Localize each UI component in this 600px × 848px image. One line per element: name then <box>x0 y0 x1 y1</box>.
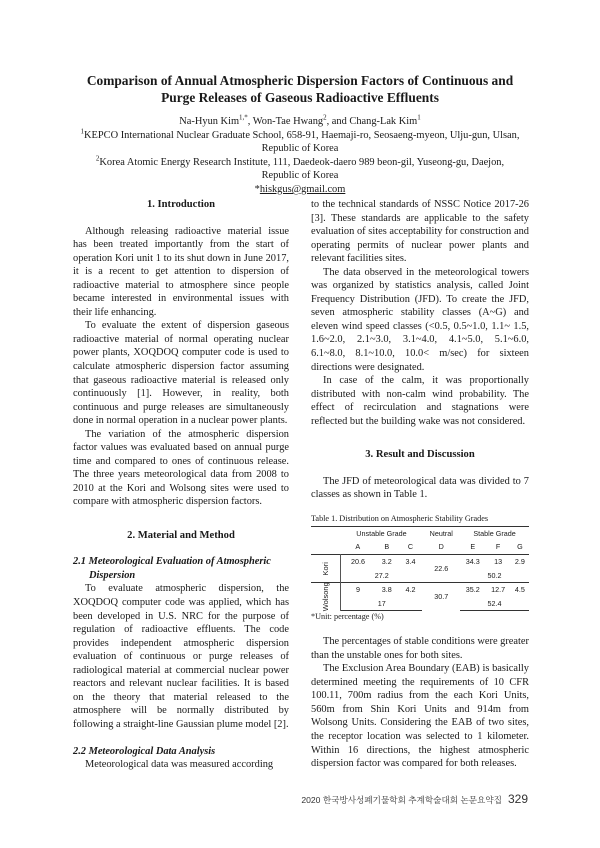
author-block <box>50 115 550 197</box>
subsection-heading-2-1: 2.1 Meteorological Evaluation of Atmospheric Dispersion <box>73 556 271 581</box>
class-c: C <box>407 542 414 552</box>
table-caption: Table 1. Distribution on Atmospheric Stability Grades <box>311 513 489 523</box>
page-number: 329 <box>507 792 528 806</box>
table-row-kori <box>311 554 529 568</box>
table-group-header <box>311 526 529 540</box>
class-g: G <box>517 542 523 552</box>
table-cell: 30.7 <box>422 583 460 611</box>
author-names: Na-Hyun Kim$^{1,*}$, Won-Tae Hwang$^2$, and Chang-Lak Kim$^1$ <box>179 113 421 127</box>
paragraph: In case of the calm, it was proportionally distributed with non-calm wind probability. The effect of recirculation and stagnations were reflected but the building wake was not considered. <box>311 375 529 427</box>
title-line-2: Purge Releases of Gaseous Radioactive Effluents <box>161 90 439 105</box>
table-cell: 27.2 <box>374 570 389 580</box>
table-cell: 2.9 <box>511 554 529 568</box>
right-column <box>311 198 529 771</box>
footer-proceedings-title: 2020 한국방사성폐기물학회 추계학술대회 논문요약집 <box>301 795 502 805</box>
table-cell: 3.4 <box>399 554 423 568</box>
table-cell: 12.7 <box>485 583 510 597</box>
table-row-kori-totals <box>311 569 529 583</box>
table-cell: 22.6 <box>422 554 460 582</box>
class-d: D <box>438 542 444 552</box>
site-label-wolsong: Wolsong <box>311 583 341 611</box>
table-cell: 4.5 <box>511 583 529 597</box>
class-f: F <box>495 542 501 552</box>
group-neutral: Neutral <box>422 526 460 540</box>
paragraph: Although releasing radioactive material issue has been treated importantly from the start of operation Kori unit 1 to its shut down in June 2017, it is a recent to get attention to dispersion of radioactive material to atmosphere since people became interested in environmental issues with their life enhancing. <box>73 225 289 318</box>
table-cell: 50.2 <box>487 570 502 580</box>
table-class-header <box>311 540 529 554</box>
title-line-1: Comparison of Annual Atmospheric Dispersion Factors of Continuous and <box>86 73 514 88</box>
left-column <box>73 198 289 772</box>
paper-title <box>60 72 540 106</box>
table-cell: 20.6 <box>341 554 375 568</box>
table-cell: 3.2 <box>375 554 399 568</box>
table-row-wolsong-totals <box>311 597 529 611</box>
table-cell: 17 <box>341 597 423 611</box>
paragraph: The variation of the atmospheric dispersion factor values was evaluated based on annual purge time and compared to ones of continuous release. The three years meteorological data from 2008 to 2010 at the Kori and Wolsong sites were used to compare with atmospheric dispersion factors. <box>73 428 289 508</box>
stability-table <box>311 526 529 611</box>
section-heading-results: 3. Result and Discussion <box>365 449 475 461</box>
page-footer <box>300 792 528 806</box>
table-cell: 13 <box>485 554 510 568</box>
paragraph: The Exclusion Area Boundary (EAB) is basically determined meeting the requirements of 10 CFR 100.11, 700m radius from the each Kori Units, 560m from Shin Kori Units and 914m from Wolsong Units. Considering the EAB of two sites, the receptor location was selected to 1 kilometer. Within 16 directions, the highest atmospheric dispersion factor was compared for both releases. <box>311 663 529 770</box>
affiliation-2-country: Republic of Korea <box>261 170 339 182</box>
class-b: B <box>384 542 390 552</box>
author-email[interactable]: *hiskgus@gmail.com <box>254 183 346 195</box>
paragraph: To evaluate atmospheric dispersion, the XOQDOQ computer code was applied, which has been developed in U.S. NRC for the purpose of regulation of radioactive effluents. The code provides independent atmospheric dispersion evaluation of continuous or purge releases of radiological material at commercial nuclear power reactors and relevant nuclear facilities. It is based on the theory that material released to the atmosphere will be normally distributed by following a straight-line Gaussian plume model [2]. <box>73 583 289 730</box>
affiliation-2: $^2$Korea Atomic Energy Research Institute, 111, Daedeok-daero 989 beon-gil, Yuseong-gu, Daejon, <box>95 154 505 168</box>
table-cell: 3.8 <box>375 583 399 597</box>
paragraph: To evaluate the extent of dispersion gaseous radioactive material of normal operating nuclear power plants, XOQDOQ computer code is used to calculate atmospheric dispersion factor assuming that gaseous radioactive material is released only continuously [1]. However, in reality, both continuous and purge releases are simultaneously done in normal operation in a nuclear power plants. <box>73 320 289 427</box>
group-unstable: Unstable Grade <box>341 526 423 540</box>
group-stable: Stable Grade <box>460 526 529 540</box>
paragraph: to the technical standards of NSSC Notice 2017-26 [3]. These standards are applicable to the safety evaluation of sites acceptability for construction and operating permits of nuclear power plants and relevant facilities sites. <box>311 199 529 265</box>
table-cell: 34.3 <box>460 554 485 568</box>
section-heading-introduction: 1. Introduction <box>146 199 216 210</box>
table-note: *Unit: percentage (%) <box>311 612 384 622</box>
table-cell: 9 <box>341 583 375 597</box>
table-row-wolsong <box>311 583 529 597</box>
site-label-kori: Kori <box>311 554 341 582</box>
affiliation-1: $^1$KEPCO International Nuclear Graduate School, 658-91, Haemaji-ro, Seosaeng-myeon, Ulju-gun, Ulsan, <box>80 127 520 141</box>
class-a: A <box>355 542 361 552</box>
affiliation-1-country: Republic of Korea <box>261 143 339 155</box>
paragraph: The percentages of stable conditions were greater than the unstable ones for both sites. <box>311 636 529 661</box>
table-cell: 4.2 <box>399 583 423 597</box>
table-cell: 35.2 <box>460 583 485 597</box>
paragraph: The data observed in the meteorological towers was organized by statistics analysis, called Joint Frequency Distribution (JFD). To create the JFD, seven atmospheric stability classes (A~G) and eleven wind speed classes (<0.5, 0.5~1.0, 1.1~ 1.5, 1.6~2.0, 2.1~3.0, 3.1~4.0, 4.1~5.0, 5.1~6.0, 6.1~8.0, 8.1~10.0, 10.0< m/sec) for sixteen directions were designated. <box>311 266 529 373</box>
paragraph: The JFD of meteorological data was divided to 7 classes as shown in Table 1. <box>311 475 529 501</box>
table-cell: 52.4 <box>460 597 529 611</box>
class-e: E <box>470 542 476 552</box>
section-heading-material-method: 2. Material and Method <box>127 529 235 541</box>
paragraph: Meteorological data was measured according <box>85 759 274 770</box>
subsection-heading-2-2: 2.2 Meteorological Data Analysis <box>73 745 216 757</box>
